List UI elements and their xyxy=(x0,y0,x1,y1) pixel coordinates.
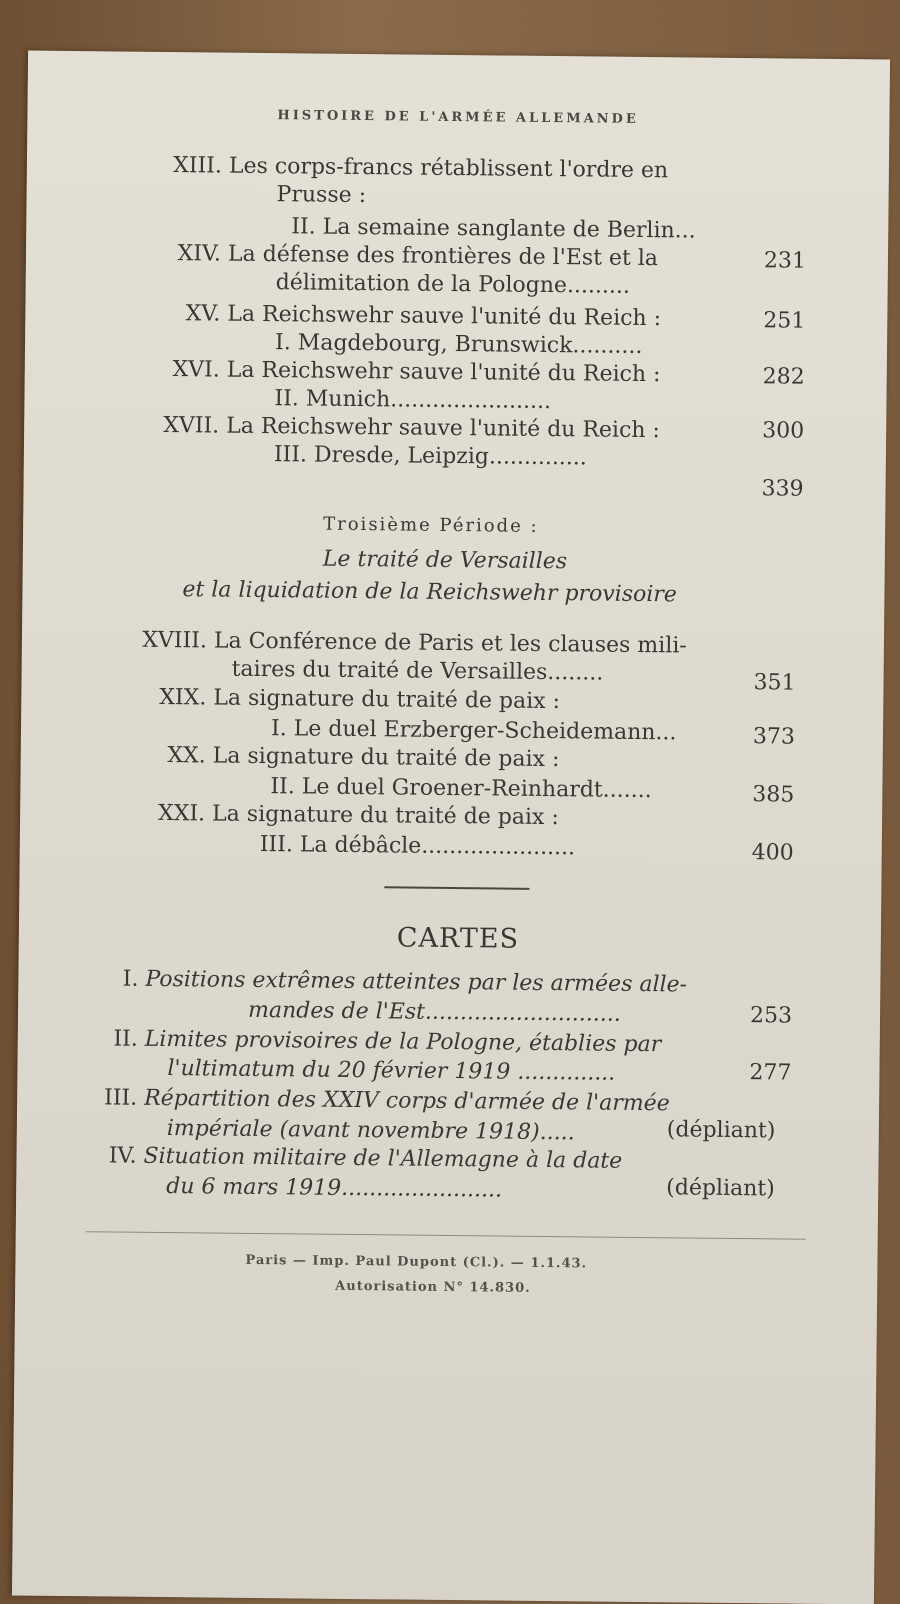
chapter-title: La Reichswehr sauve l'unité du Reich : xyxy=(227,301,662,332)
toc-entry-xiii xyxy=(142,152,669,186)
cartes-heading: CARTES xyxy=(396,922,520,955)
page-number: 300 xyxy=(762,418,805,444)
chapter-title: Les corps-francs rétablissent l'ordre en xyxy=(228,153,669,184)
chapter-title: La signature du traité de paix : xyxy=(211,801,559,831)
map-title: Situation militaire de l'Allemagne à la date xyxy=(143,1143,623,1174)
page-number: 400 xyxy=(751,840,794,866)
running-head: HISTOIRE DE L'ARMÉE ALLEMANDE xyxy=(277,108,639,127)
page-number: 251 xyxy=(763,308,806,334)
authorization-number: Autorisation N° 14.830. xyxy=(335,1278,531,1296)
chapter-number: XX. xyxy=(167,743,206,769)
map-title-cont: mandes de l'Est............................ xyxy=(247,997,621,1027)
page-number: 385 xyxy=(752,782,795,808)
period-subtitle: et la liquidation de la Reichswehr provisoire xyxy=(182,577,678,608)
book-page xyxy=(12,51,890,1604)
toc-entry-xx xyxy=(96,741,560,774)
chapter-title-cont: Prusse : xyxy=(276,182,367,209)
page-number: 253 xyxy=(749,1003,793,1029)
chapter-subtitle: I. Magdebourg, Brunswick.......... xyxy=(274,330,643,359)
map-title-cont: l'ultimatum du 20 février 1919 .............. xyxy=(167,1056,616,1086)
chapter-subtitle: II. Le duel Groener-Reinhardt....... xyxy=(270,774,652,804)
chapter-subtitle: III. Dresde, Leipzig.............. xyxy=(273,442,587,471)
toc-entry-xvi xyxy=(140,356,661,389)
chapter-title: La Conférence de Paris et les clauses mili- xyxy=(213,628,687,659)
chapter-title-cont: taires du traité de Versailles........ xyxy=(231,656,604,686)
toc-entry-xviii xyxy=(97,626,687,660)
footer-rule xyxy=(86,1231,806,1240)
period-subtitle: Le traité de Versailles xyxy=(322,546,568,575)
page-number: (dépliant) xyxy=(666,1117,776,1144)
map-entry-i xyxy=(98,966,687,997)
page-number: 373 xyxy=(752,724,796,750)
chapter-number: XIV. xyxy=(177,241,222,267)
toc-entry-xxi xyxy=(95,799,559,832)
chapter-number: XXI. xyxy=(157,800,206,827)
page-number: 231 xyxy=(763,248,807,274)
map-title: Limites provisoires de la Pologne, établies par xyxy=(144,1026,662,1058)
map-title: Positions extrêmes atteintes par les armées alle- xyxy=(145,966,688,998)
chapter-subtitle: I. Le duel Erzberger-Scheidemann... xyxy=(270,716,677,746)
map-number: II. xyxy=(113,1026,138,1052)
map-entry-ii xyxy=(88,1026,662,1057)
chapter-subtitle: II. La semaine sanglante de Berlin... xyxy=(291,214,696,244)
chapter-title: La signature du traité de paix : xyxy=(212,743,560,773)
map-title: Répartition des XXIV corps d'armée de l'armée xyxy=(144,1085,670,1117)
chapter-number: XVI. xyxy=(172,357,220,383)
divider xyxy=(384,886,529,890)
map-entry-iv xyxy=(76,1143,622,1174)
chapter-number: XIX. xyxy=(159,684,207,711)
chapter-number: XIII. xyxy=(173,153,223,179)
chapter-number: XVII. xyxy=(163,412,220,439)
toc-entry-xv xyxy=(140,300,661,333)
page-number: 277 xyxy=(749,1060,792,1086)
chapter-title: La défense des frontières de l'Est et la xyxy=(227,241,659,272)
period-title: Troisième Période : xyxy=(323,513,539,537)
map-number: III. xyxy=(103,1085,138,1111)
map-title-cont: du 6 mars 1919....................... xyxy=(166,1174,503,1203)
page-number: 339 xyxy=(761,476,804,502)
page-number: (dépliant) xyxy=(666,1175,775,1202)
map-entry-iii xyxy=(77,1085,670,1116)
toc-entry-xix xyxy=(96,683,560,716)
map-number: IV. xyxy=(108,1143,137,1169)
map-title-cont: impériale (avant novembre 1918)..... xyxy=(166,1116,575,1146)
chapter-subtitle: délimitation de la Pologne......... xyxy=(275,270,631,299)
toc-entry-xiv xyxy=(141,240,658,273)
page-number: 282 xyxy=(762,364,805,390)
printer-imprint: Paris — Imp. Paul Dupont (Cl.). — 1.1.43. xyxy=(245,1252,588,1272)
chapter-number: XV. xyxy=(185,301,221,327)
chapter-title: La Reichswehr sauve l'unité du Reich : xyxy=(226,357,661,388)
page-number: 351 xyxy=(753,670,796,696)
chapter-subtitle: III. La débâcle...................... xyxy=(259,831,576,861)
chapter-number: XVIII. xyxy=(142,627,208,654)
chapter-title: La signature du traité de paix : xyxy=(213,685,561,715)
chapter-title: La Reichswehr sauve l'unité du Reich : xyxy=(226,413,661,444)
map-number: I. xyxy=(122,966,139,992)
chapter-subtitle: II. Munich....................... xyxy=(274,386,552,415)
toc-entry-xvii xyxy=(129,412,660,446)
